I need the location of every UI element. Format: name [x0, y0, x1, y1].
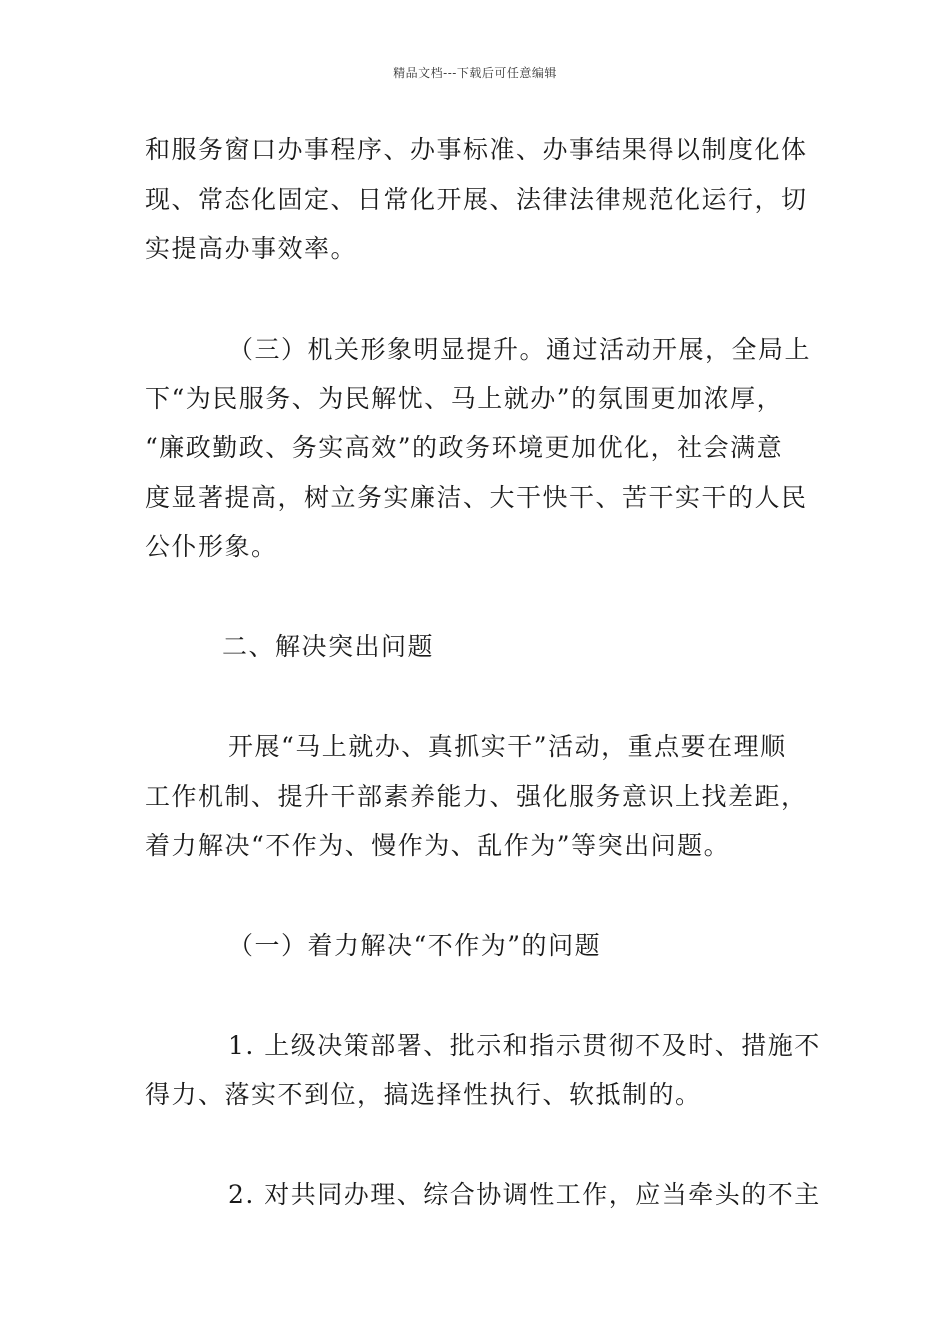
page-header: 精品文档---下载后可任意编辑: [393, 66, 557, 80]
paragraph-1-line-3: 实提高办事效率。: [145, 234, 358, 263]
paragraph-2-line-5: 公仆形象。: [145, 532, 278, 561]
paragraph-3-line-1: 开展“马上就办、真抓实干”活动，重点要在理顺: [228, 732, 787, 761]
paragraph-2-line-4: 度显著提高，树立务实廉洁、大干快干、苦干实干的人民: [145, 483, 808, 512]
paragraph-2-line-1: （三）机关形象明显提升。通过活动开展，全局上: [228, 335, 812, 364]
paragraph-3-line-2: 工作机制、提升干部素养能力、强化服务意识上找差距，: [145, 782, 808, 811]
paragraph-2-line-2: 下“为民服务、为民解忧、马上就办”的氛围更加浓厚，: [145, 384, 784, 413]
paragraph-2-line-3: “廉政勤政、务实高效”的政务环境更加优化，社会满意: [145, 433, 784, 462]
paragraph-1-line-1: 和服务窗口办事程序、办事标准、办事结果得以制度化体: [145, 135, 808, 164]
section-heading: 二、解决突出问题: [222, 632, 435, 661]
paragraph-1-line-2: 现、常态化固定、日常化开展、法律法律规范化运行，切: [145, 185, 808, 214]
item-2-line-1: 2. 对共同办理、综合协调性工作，应当牵头的不主: [228, 1180, 821, 1209]
paragraph-3-line-3: 着力解决“不作为、慢作为、乱作为”等突出问题。: [145, 831, 731, 860]
subheading: （一）着力解决“不作为”的问题: [228, 931, 602, 960]
item-1-line-1: 1. 上级决策部署、批示和指示贯彻不及时、措施不: [228, 1031, 821, 1060]
item-1-line-2: 得力、落实不到位，搞选择性执行、软抵制的。: [145, 1080, 702, 1109]
